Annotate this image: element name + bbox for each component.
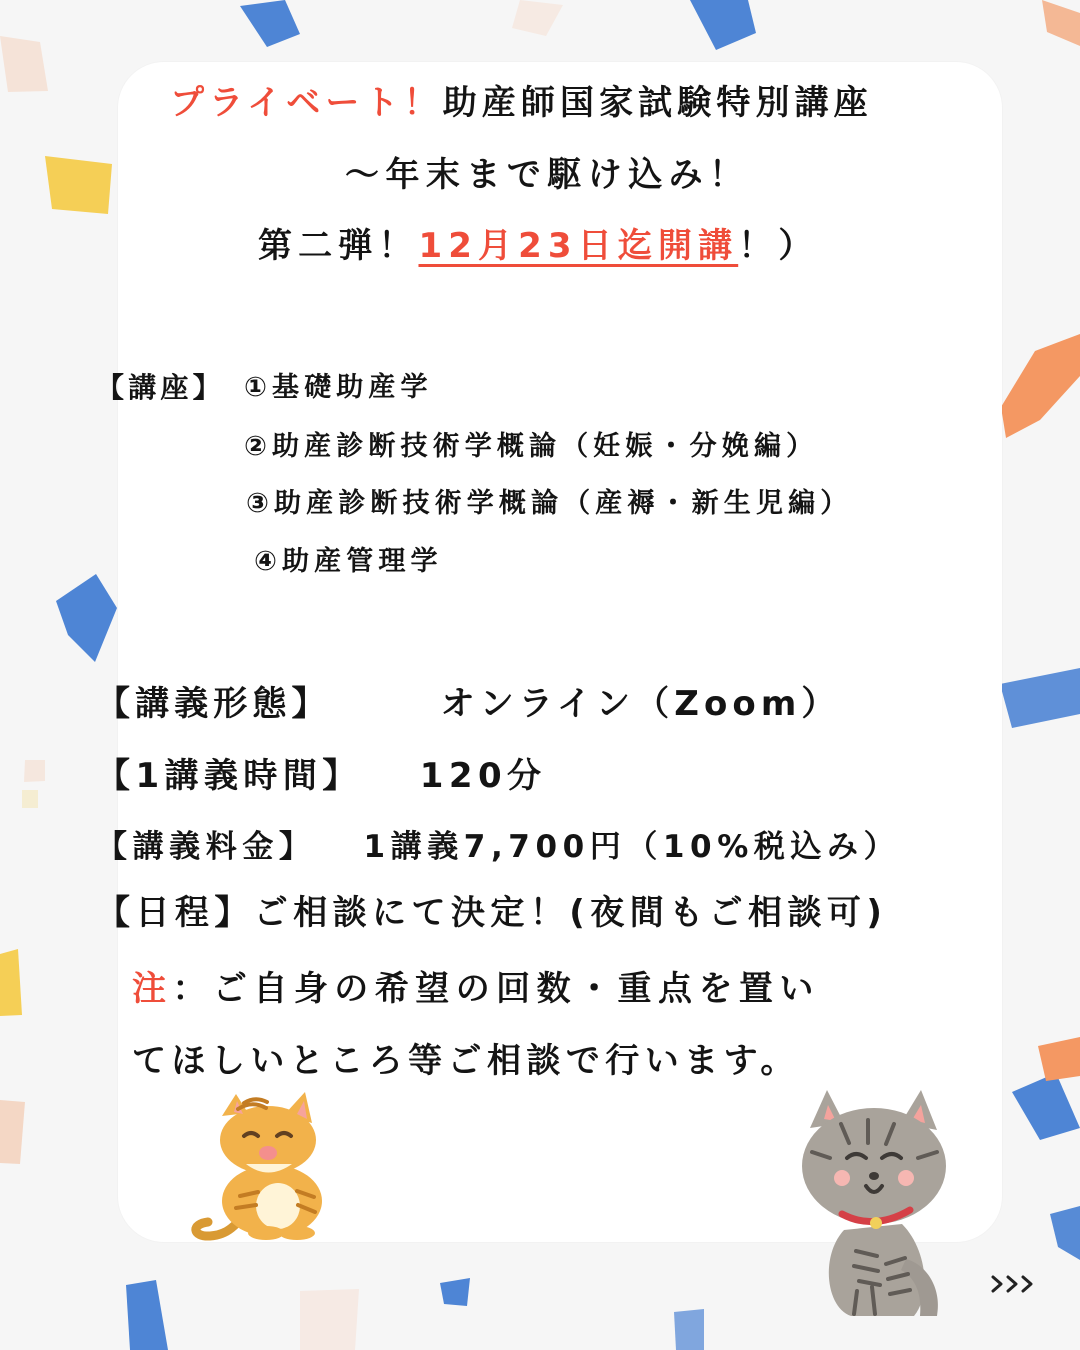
note-line-2: てほしいところ等ご相談で行います。	[132, 1041, 800, 1081]
lecture-duration-label: 【1講義時間】	[96, 756, 362, 796]
course-title-line-1	[170, 83, 873, 123]
orange-cat-illustration	[186, 1086, 336, 1241]
lecture-format-row	[96, 684, 841, 724]
second-round-label: 第二弾！	[258, 226, 419, 266]
lecture-fee-label: 【講義料金】	[96, 829, 316, 865]
lecture-format-value: オンライン（Zoom）	[440, 684, 841, 724]
schedule-value: ご相談にて決定！(夜間もご相談可)	[253, 893, 888, 933]
course-section-label: 【講座】	[96, 371, 225, 404]
course-list-item-4: ④助産管理学	[254, 546, 443, 577]
lecture-fee-value: 1講義7,700円（10%税込み）	[363, 829, 901, 865]
lecture-duration-row	[96, 756, 547, 796]
private-label: プライベート！	[170, 83, 443, 123]
gray-cat-illustration	[784, 1080, 964, 1318]
title-suffix: ！）	[738, 226, 819, 266]
schedule-label: 【日程】	[96, 893, 254, 933]
note-text-line-1: ：ご自身の希望の回数・重点を置い	[172, 969, 820, 1009]
note-line-1	[132, 969, 820, 1009]
lecture-fee-row	[96, 829, 901, 865]
lecture-duration-value: 120分	[419, 756, 547, 796]
note-marker: 注	[132, 969, 173, 1009]
course-list-item-3: ③助産診断技術学概論（産褥・新生児編）	[246, 488, 853, 519]
schedule-row	[96, 893, 888, 933]
course-deadline: 12月23日迄開講	[418, 226, 739, 266]
course-list-item-2: ②助産診断技術学概論（妊娠・分娩編）	[244, 431, 819, 462]
course-list-item-1: ①基礎助産学	[244, 372, 433, 403]
triple-chevron-icon	[990, 1271, 1042, 1297]
lecture-format-label: 【講義形態】	[96, 684, 331, 724]
course-title-line-3	[258, 226, 819, 266]
course-title-line-2: 〜年末まで駆け込み！	[345, 155, 750, 195]
course-title-main: 助産師国家試験特別講座	[442, 83, 873, 123]
